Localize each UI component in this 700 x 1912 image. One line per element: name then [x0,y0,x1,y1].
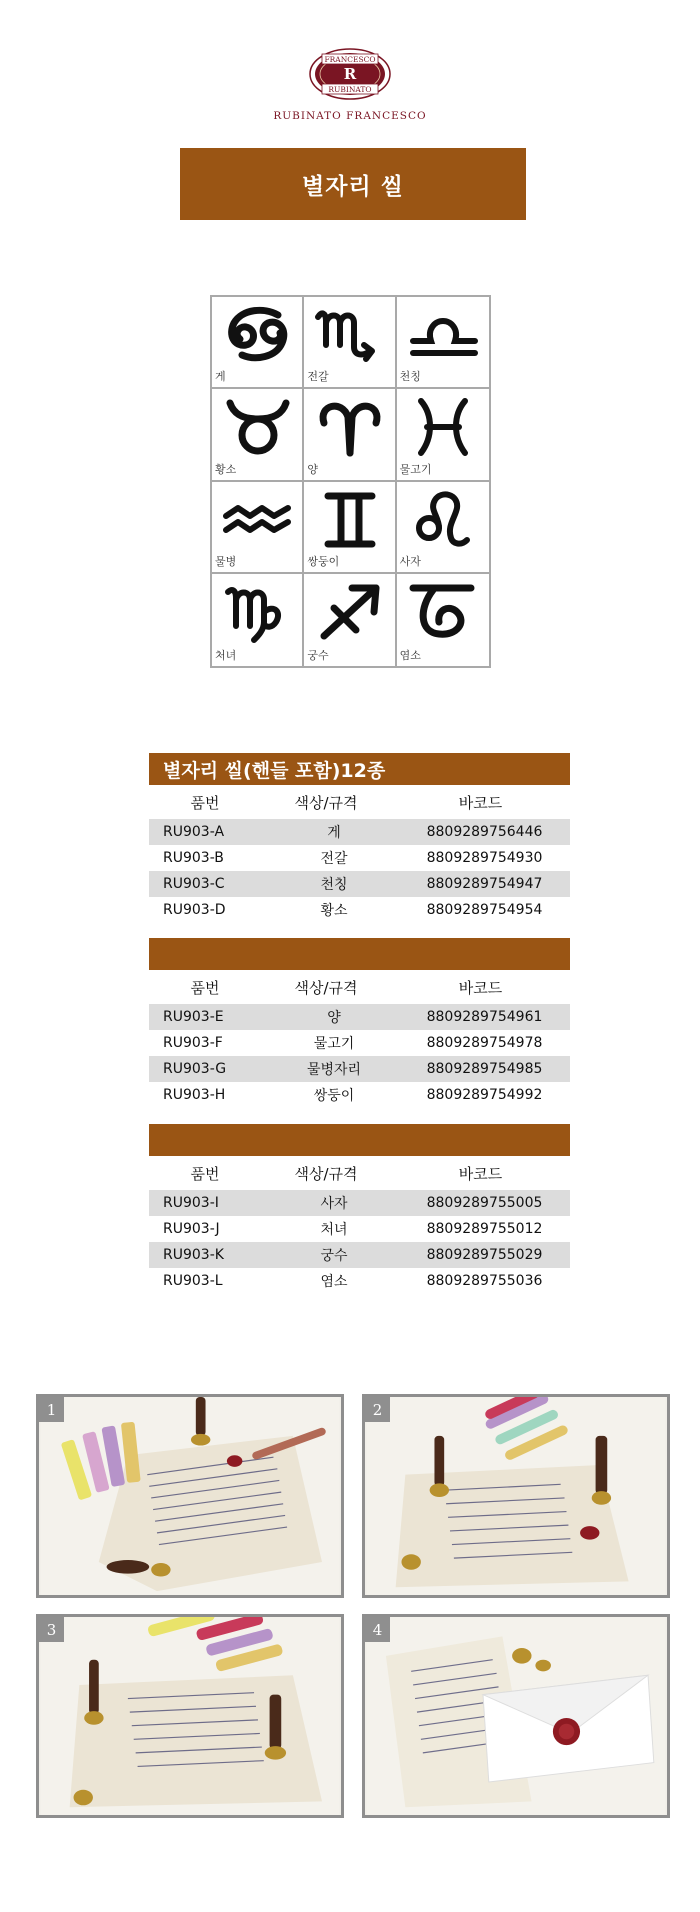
zodiac-cell [212,482,304,574]
column-spec: 색상/규격 [294,793,358,812]
zodiac-cell [397,482,489,574]
item-number: RU903-F [163,1035,223,1051]
item-number: RU903-I [163,1195,219,1211]
zodiac-label: 천칭 [399,370,421,384]
zodiac-cell [212,574,304,666]
item-barcode: 8809289754954 [426,902,543,918]
table-header [149,1124,570,1156]
zodiac-label: 게 [215,370,226,384]
zodiac-label: 염소 [399,649,421,662]
letter-sealing-illustration [39,1617,341,1815]
table-row [149,1190,570,1216]
item-number: RU903-G [163,1061,227,1077]
item-spec: 물고기 [313,1036,355,1052]
svg-text:RUBINATO: RUBINATO [328,85,372,94]
item-spec: 사자 [320,1196,348,1212]
column-spec: 색상/규격 [294,978,358,997]
zodiac-cell [212,389,304,481]
scorpio-icon [312,301,388,367]
pisces-icon [405,393,481,459]
item-spec: 염소 [320,1274,348,1290]
item-barcode: 8809289756446 [426,824,543,840]
item-spec: 물병자리 [306,1062,362,1078]
item-barcode: 8809289754947 [426,876,543,892]
svg-text:FRANCESCO: FRANCESCO [324,55,376,64]
svg-text:R: R [343,65,357,83]
column-barcode: 바코드 [458,978,503,997]
item-number: RU903-B [163,850,224,866]
column-item-number: 품번 [190,978,220,997]
zodiac-cell [397,574,489,666]
column-spec: 색상/규격 [294,1164,358,1183]
gemini-icon [312,486,388,552]
table-row [149,1216,570,1242]
item-spec: 게 [327,825,341,841]
item-barcode: 8809289755029 [426,1247,543,1263]
aries-icon [312,393,388,459]
item-number: RU903-A [163,824,225,840]
zodiac-cell [304,297,396,389]
zodiac-label: 사자 [399,554,421,568]
table-column-headers [149,1156,570,1190]
zodiac-label: 전갈 [307,370,329,384]
column-item-number: 품번 [190,1164,220,1183]
column-barcode: 바코드 [458,1164,503,1183]
column-item-number: 품번 [190,793,220,812]
item-barcode: 8809289755005 [426,1195,543,1211]
item-spec: 양 [327,1010,341,1026]
step-photo-2 [362,1394,670,1598]
rubinato-seal-icon [309,48,391,100]
item-spec: 전갈 [320,851,348,867]
table-row [149,1056,570,1082]
item-barcode: 8809289754978 [426,1035,543,1051]
zodiac-label: 처녀 [215,649,237,662]
item-number: RU903-E [163,1009,224,1025]
zodiac-label: 물병 [215,554,237,568]
item-number: RU903-D [163,902,226,918]
leo-icon [405,486,481,552]
cancer-icon [220,301,296,367]
table-row [149,871,570,897]
letter-sealing-illustration [365,1397,667,1595]
libra-icon [405,301,481,367]
table-column-headers [149,970,570,1004]
product-table [149,938,570,1108]
zodiac-label: 황소 [215,462,237,476]
zodiac-label: 궁수 [307,649,329,662]
virgo-icon [220,578,296,644]
table-column-headers [149,785,570,819]
product-table [149,753,570,923]
item-barcode: 8809289755012 [426,1221,543,1237]
taurus-icon [220,393,296,459]
step-number: 2 [365,1397,390,1422]
item-number: RU903-K [163,1247,224,1263]
item-number: RU903-L [163,1273,223,1289]
table-row [149,1030,570,1056]
zodiac-cell [304,482,396,574]
table-row [149,897,570,923]
item-barcode: 8809289754961 [426,1009,543,1025]
sagittarius-icon [312,578,388,644]
item-spec: 황소 [320,903,348,919]
aquarius-icon [220,486,296,552]
zodiac-cell [397,297,489,389]
step-photo-1 [36,1394,344,1598]
table-row [149,845,570,871]
item-number: RU903-H [163,1087,226,1103]
sealed-envelope-illustration [365,1617,667,1815]
brand-logo [0,48,700,122]
item-barcode: 8809289754992 [426,1087,543,1103]
table-row [149,1004,570,1030]
table-header [149,938,570,970]
table-header: 별자리 씰(핸들 포함)12종 [149,753,570,785]
table-row [149,1268,570,1294]
letter-sealing-illustration [39,1397,341,1595]
zodiac-cell [304,574,396,666]
zodiac-symbol-grid [210,295,491,668]
column-barcode: 바코드 [458,793,503,812]
zodiac-cell [212,297,304,389]
item-number: RU903-C [163,876,225,892]
zodiac-label: 쌍둥이 [307,554,340,568]
brand-name: RUBINATO FRANCESCO [273,110,427,122]
item-spec: 처녀 [320,1222,348,1238]
item-barcode: 8809289755036 [426,1273,543,1289]
item-spec: 궁수 [320,1248,348,1264]
zodiac-cell [397,389,489,481]
table-row [149,1242,570,1268]
capricorn-icon [405,578,481,644]
step-number: 3 [39,1617,64,1642]
zodiac-cell [304,389,396,481]
product-table [149,1124,570,1294]
step-photo-3 [36,1614,344,1818]
table-row [149,1082,570,1108]
zodiac-label: 물고기 [399,462,432,476]
item-spec: 쌍둥이 [313,1088,355,1104]
page-title: 별자리 씰 [180,148,526,220]
step-number: 1 [39,1397,64,1422]
item-barcode: 8809289754930 [426,850,543,866]
zodiac-label: 양 [307,462,318,476]
item-spec: 천칭 [320,877,348,893]
step-number: 4 [365,1617,390,1642]
step-photo-4 [362,1614,670,1818]
item-number: RU903-J [163,1221,220,1237]
table-row [149,819,570,845]
item-barcode: 8809289754985 [426,1061,543,1077]
